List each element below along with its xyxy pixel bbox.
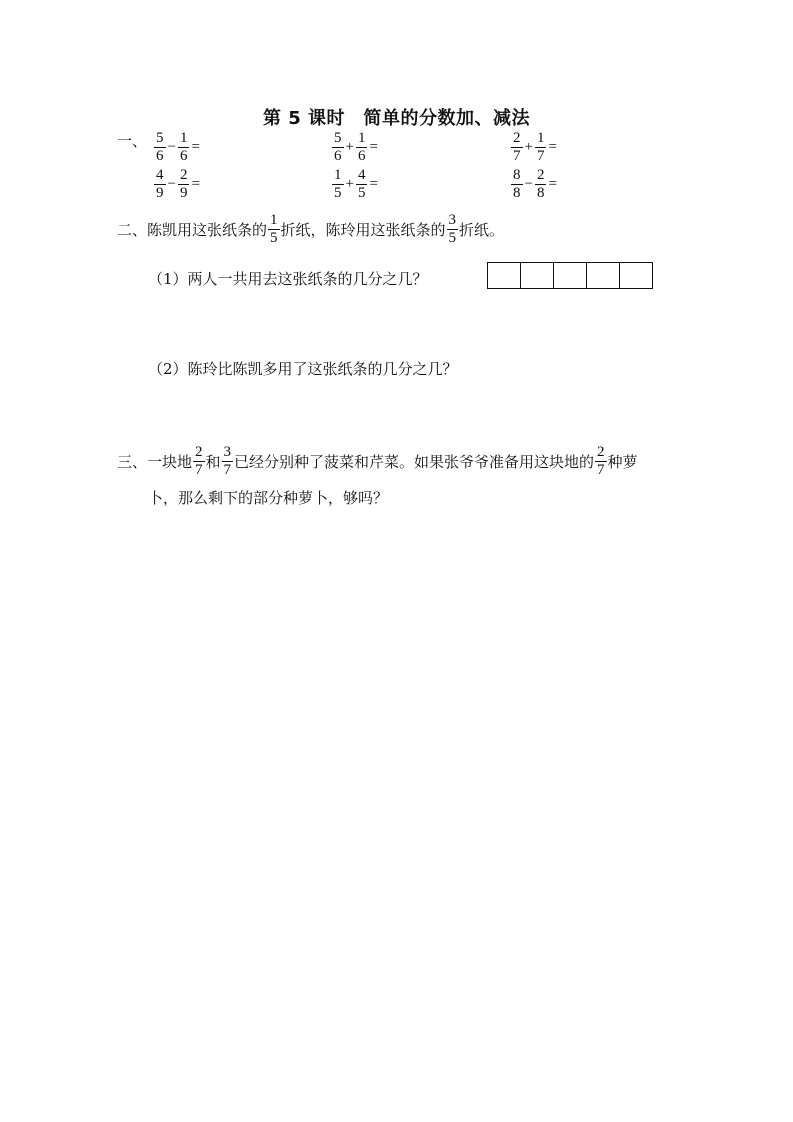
- fraction: [332, 167, 344, 202]
- denominator: 6: [334, 148, 342, 164]
- numerator: 2: [597, 444, 605, 460]
- denominator: 7: [597, 462, 605, 478]
- text: 二、陈凯用这张纸条的: [117, 221, 268, 239]
- expression: [331, 167, 379, 202]
- denominator: 7: [195, 462, 203, 478]
- expression: [153, 167, 201, 202]
- numerator: 2: [513, 130, 521, 146]
- numerator: 3: [223, 444, 232, 460]
- equals-sign: =: [191, 139, 200, 155]
- text: 折纸，陈玲用这张纸条的: [280, 221, 446, 239]
- expression: [510, 167, 558, 202]
- numerator: 4: [357, 167, 366, 183]
- expression: [331, 130, 379, 165]
- fraction: [268, 212, 280, 247]
- denominator: 5: [357, 185, 366, 201]
- denominator: 5: [448, 230, 457, 246]
- denominator: 8: [513, 185, 521, 201]
- fraction: [447, 212, 459, 247]
- numerator: 3: [448, 212, 457, 228]
- page-title: 第 5 课时 简单的分数加、减法: [262, 108, 531, 129]
- equals-sign: =: [191, 176, 200, 192]
- equals-sign: =: [548, 139, 557, 155]
- fraction: [178, 167, 190, 202]
- text: 种萝: [607, 453, 638, 471]
- numerator: 1: [270, 212, 278, 228]
- fraction: [154, 167, 166, 202]
- numerator: 2: [179, 167, 188, 183]
- equals-sign: =: [369, 176, 378, 192]
- strip-segment: [620, 263, 652, 288]
- numerator: 1: [536, 130, 545, 146]
- denominator: 7: [513, 148, 521, 164]
- denominator: 9: [179, 185, 188, 201]
- fraction: [178, 130, 190, 165]
- fraction: [193, 444, 205, 479]
- numerator: 8: [513, 167, 521, 183]
- question-2: （2）陈玲比陈凯多用了这张纸条的几分之几？: [148, 360, 458, 378]
- strip-segment: [521, 263, 554, 288]
- fraction: [535, 130, 547, 165]
- operator: +: [345, 139, 354, 155]
- fraction: [154, 130, 166, 165]
- text: 已经分别种了菠菜和芹菜。如果张爷爷准备用这块地的: [234, 453, 595, 471]
- operator: −: [167, 139, 176, 155]
- numerator: 4: [156, 167, 164, 183]
- denominator: 6: [357, 148, 366, 164]
- numerator: 1: [334, 167, 342, 183]
- part1-label-line: [117, 130, 147, 151]
- numerator: 2: [195, 444, 203, 460]
- operator: +: [345, 176, 354, 192]
- operator: +: [524, 139, 533, 155]
- text: 三、一块地: [117, 453, 193, 471]
- strip-segment: [587, 263, 620, 288]
- fraction: [356, 167, 368, 202]
- part3-statement: [117, 444, 638, 479]
- text: 折纸。: [459, 221, 505, 239]
- equals-sign: =: [369, 139, 378, 155]
- expression: [153, 130, 201, 165]
- denominator: 8: [536, 185, 545, 201]
- question-1: （1）两人一共用去这张纸条的几分之几？: [148, 270, 428, 288]
- numerator: 1: [357, 130, 366, 146]
- denominator: 9: [156, 185, 164, 201]
- denominator: 7: [223, 462, 232, 478]
- operator: −: [524, 176, 533, 192]
- expression: [510, 130, 558, 165]
- operator: −: [167, 176, 176, 192]
- text: 和: [205, 453, 221, 471]
- part1-label: 一、: [117, 132, 148, 150]
- fraction: [595, 444, 607, 479]
- numerator: 1: [179, 130, 188, 146]
- numerator: 2: [536, 167, 545, 183]
- fraction: [511, 130, 523, 165]
- numerator: 5: [334, 130, 342, 146]
- equals-sign: =: [548, 176, 557, 192]
- denominator: 5: [334, 185, 342, 201]
- fraction: [535, 167, 547, 202]
- strip-segment: [554, 263, 587, 288]
- fraction: [222, 444, 234, 479]
- denominator: 5: [270, 230, 278, 246]
- denominator: 6: [156, 148, 164, 164]
- denominator: 6: [179, 148, 188, 164]
- fraction: [356, 130, 368, 165]
- strip-segment: [488, 263, 521, 288]
- part2-statement: [117, 212, 504, 247]
- paper-strip-diagram: [487, 262, 653, 289]
- numerator: 5: [156, 130, 164, 146]
- fraction: [332, 130, 344, 165]
- denominator: 7: [536, 148, 545, 164]
- part3-line2: 卜，那么剩下的部分种萝卜，够吗？: [148, 489, 389, 507]
- fraction: [511, 167, 523, 202]
